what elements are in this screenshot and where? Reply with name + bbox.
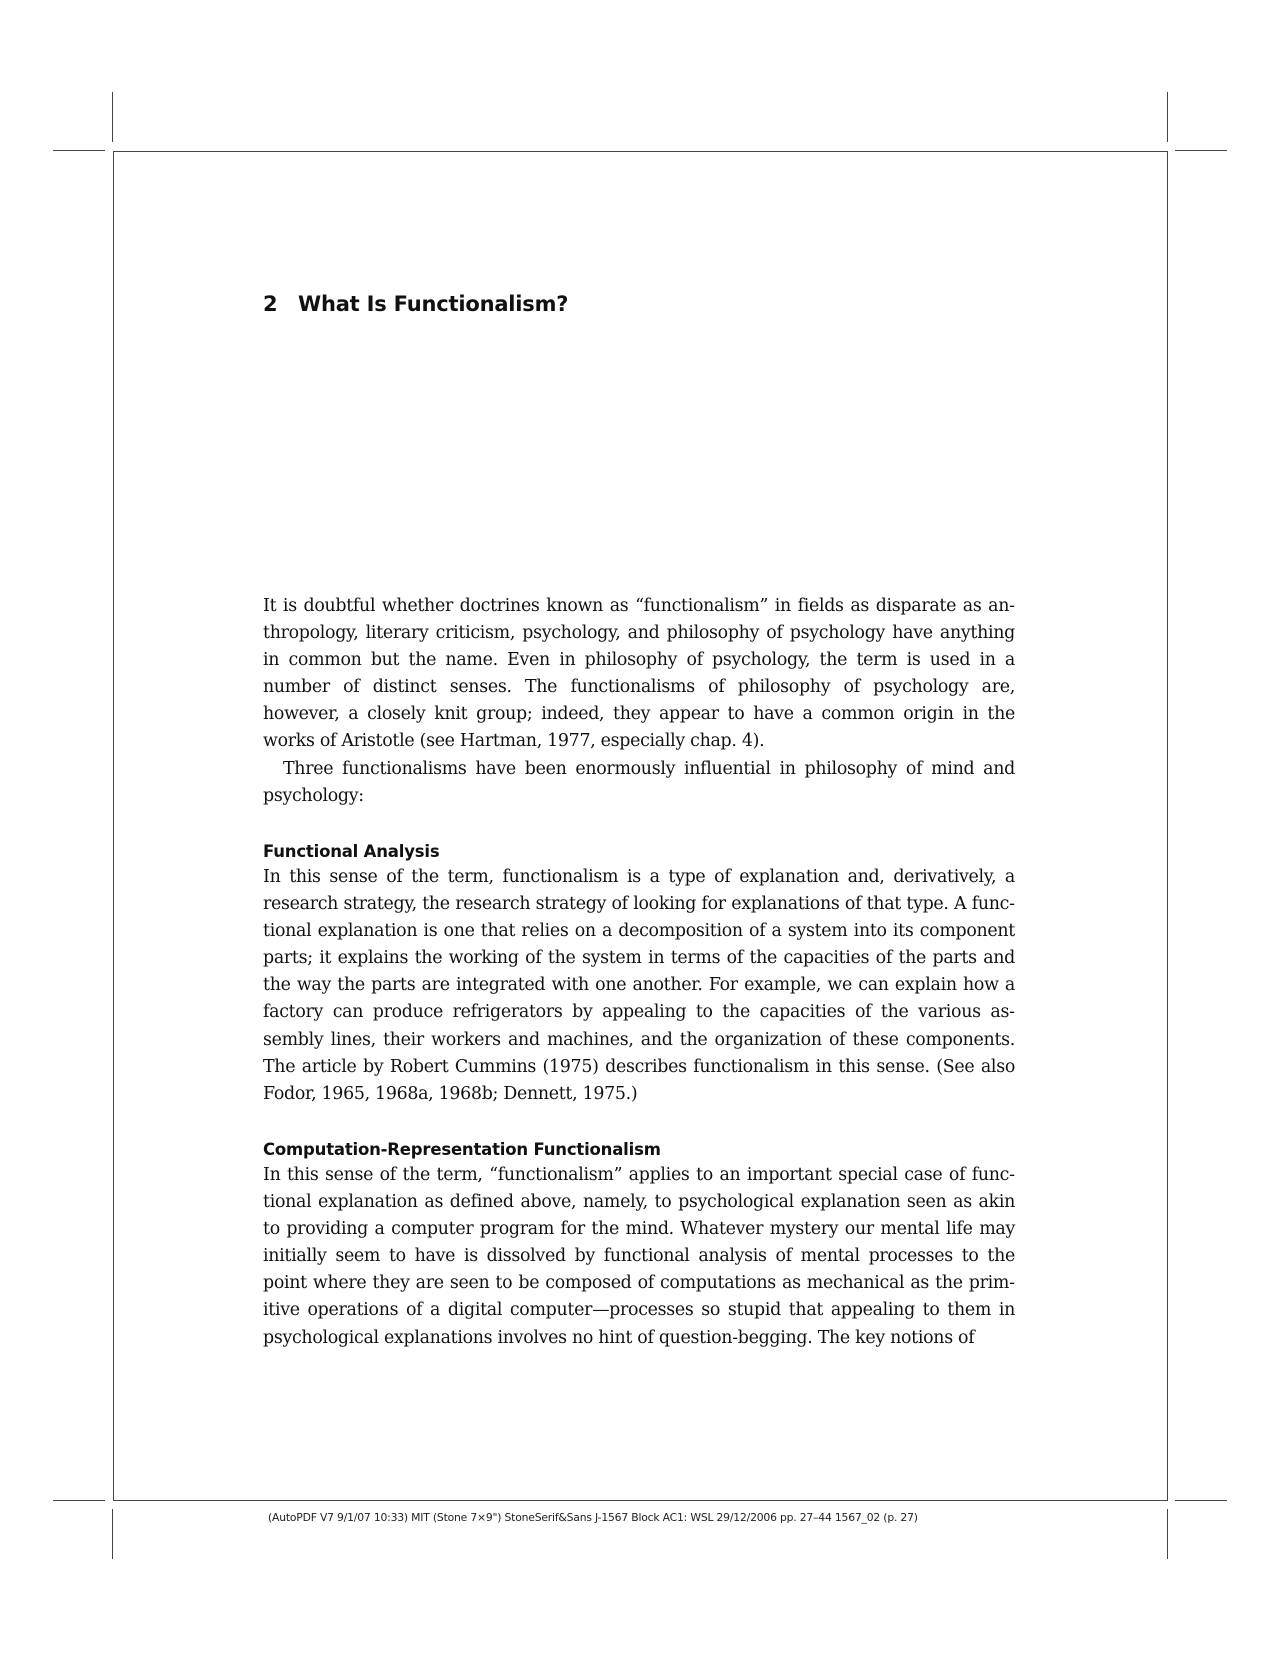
crop-mark-top-right-horizontal: [1175, 150, 1227, 151]
intro-block: [263, 593, 1015, 810]
crop-mark-top-left-vertical: [112, 92, 113, 142]
crop-mark-top-left-horizontal: [53, 150, 105, 151]
crop-mark-top-right-vertical: [1167, 92, 1168, 142]
section-body-functional-analysis: [263, 864, 1015, 1108]
crop-mark-bottom-right-vertical: [1167, 1509, 1168, 1559]
chapter-number: 2: [263, 292, 278, 316]
intro-paragraph-2: Three functionalisms have been enormously influential in philosophy of mind and psychology:: [263, 758, 1015, 806]
section-paragraph: In this sense of the term, “functionalism” applies to an important special case of functional explanation as defined above, namely, to psychological explanation seen as akin to providing a computer program for the mind. Whatever mystery our mental life may initially seem to have is dissolved by functional analysis of mental processes to the point where they are seen to be composed of computations as mechanical as the primitive operations of a digital computer—processes so stupid that appealing to them in psychological explanations involves no hint of question-begging. The key notions of: [263, 1165, 1015, 1348]
chapter-title-text: What Is Functionalism?: [298, 292, 569, 316]
section-heading-functional-analysis: Functional Analysis: [263, 842, 440, 861]
production-slug: (AutoPDF V7 9/1/07 10:33) MIT (Stone 7×9") StoneSerif&Sans J-1567 Block AC1: WSL 29/12/2006 pp. 27–44 1567_02 (p. 27): [268, 1511, 918, 1524]
chapter-title: [263, 292, 568, 316]
intro-paragraph: It is doubtful whether doctrines known as “functionalism” in fields as disparate as anthropology, literary criticism, psychology, and philosophy of psychology have anything in common but the name. Even in philosophy of psychology, the term is used in a number of distinct senses. The functionalisms of philosophy of psychology are, however, a closely knit group; indeed, they appear to have a common origin in the works of Aristotle (see Hartman, 1977, especially chap. 4).: [263, 596, 1015, 752]
crop-mark-bottom-left-horizontal: [53, 1500, 105, 1501]
crop-mark-bottom-left-vertical: [112, 1509, 113, 1559]
section-paragraph: In this sense of the term, functionalism is a type of explanation and, derivatively, a research strategy, the research strategy of looking for explanations of that type. A functional explanation is one that relies on a decomposition of a system into its component parts; it explains the working of the system in terms of the capacities of the parts and the way the parts are integrated with one another. For example, we can explain how a factory can produce refrigerators by appealing to the capacities of the various assembly lines, their workers and machines, and the organization of these components. The article by Robert Cummins (1975) describes functionalism in this sense. (See also Fodor, 1965, 1968a, 1968b; Dennett, 1975.): [263, 867, 1015, 1104]
section-heading-computation-representation: Computation-Representation Functionalism: [263, 1140, 661, 1159]
crop-mark-bottom-right-horizontal: [1175, 1500, 1227, 1501]
section-body-computation-representation: [263, 1162, 1015, 1352]
